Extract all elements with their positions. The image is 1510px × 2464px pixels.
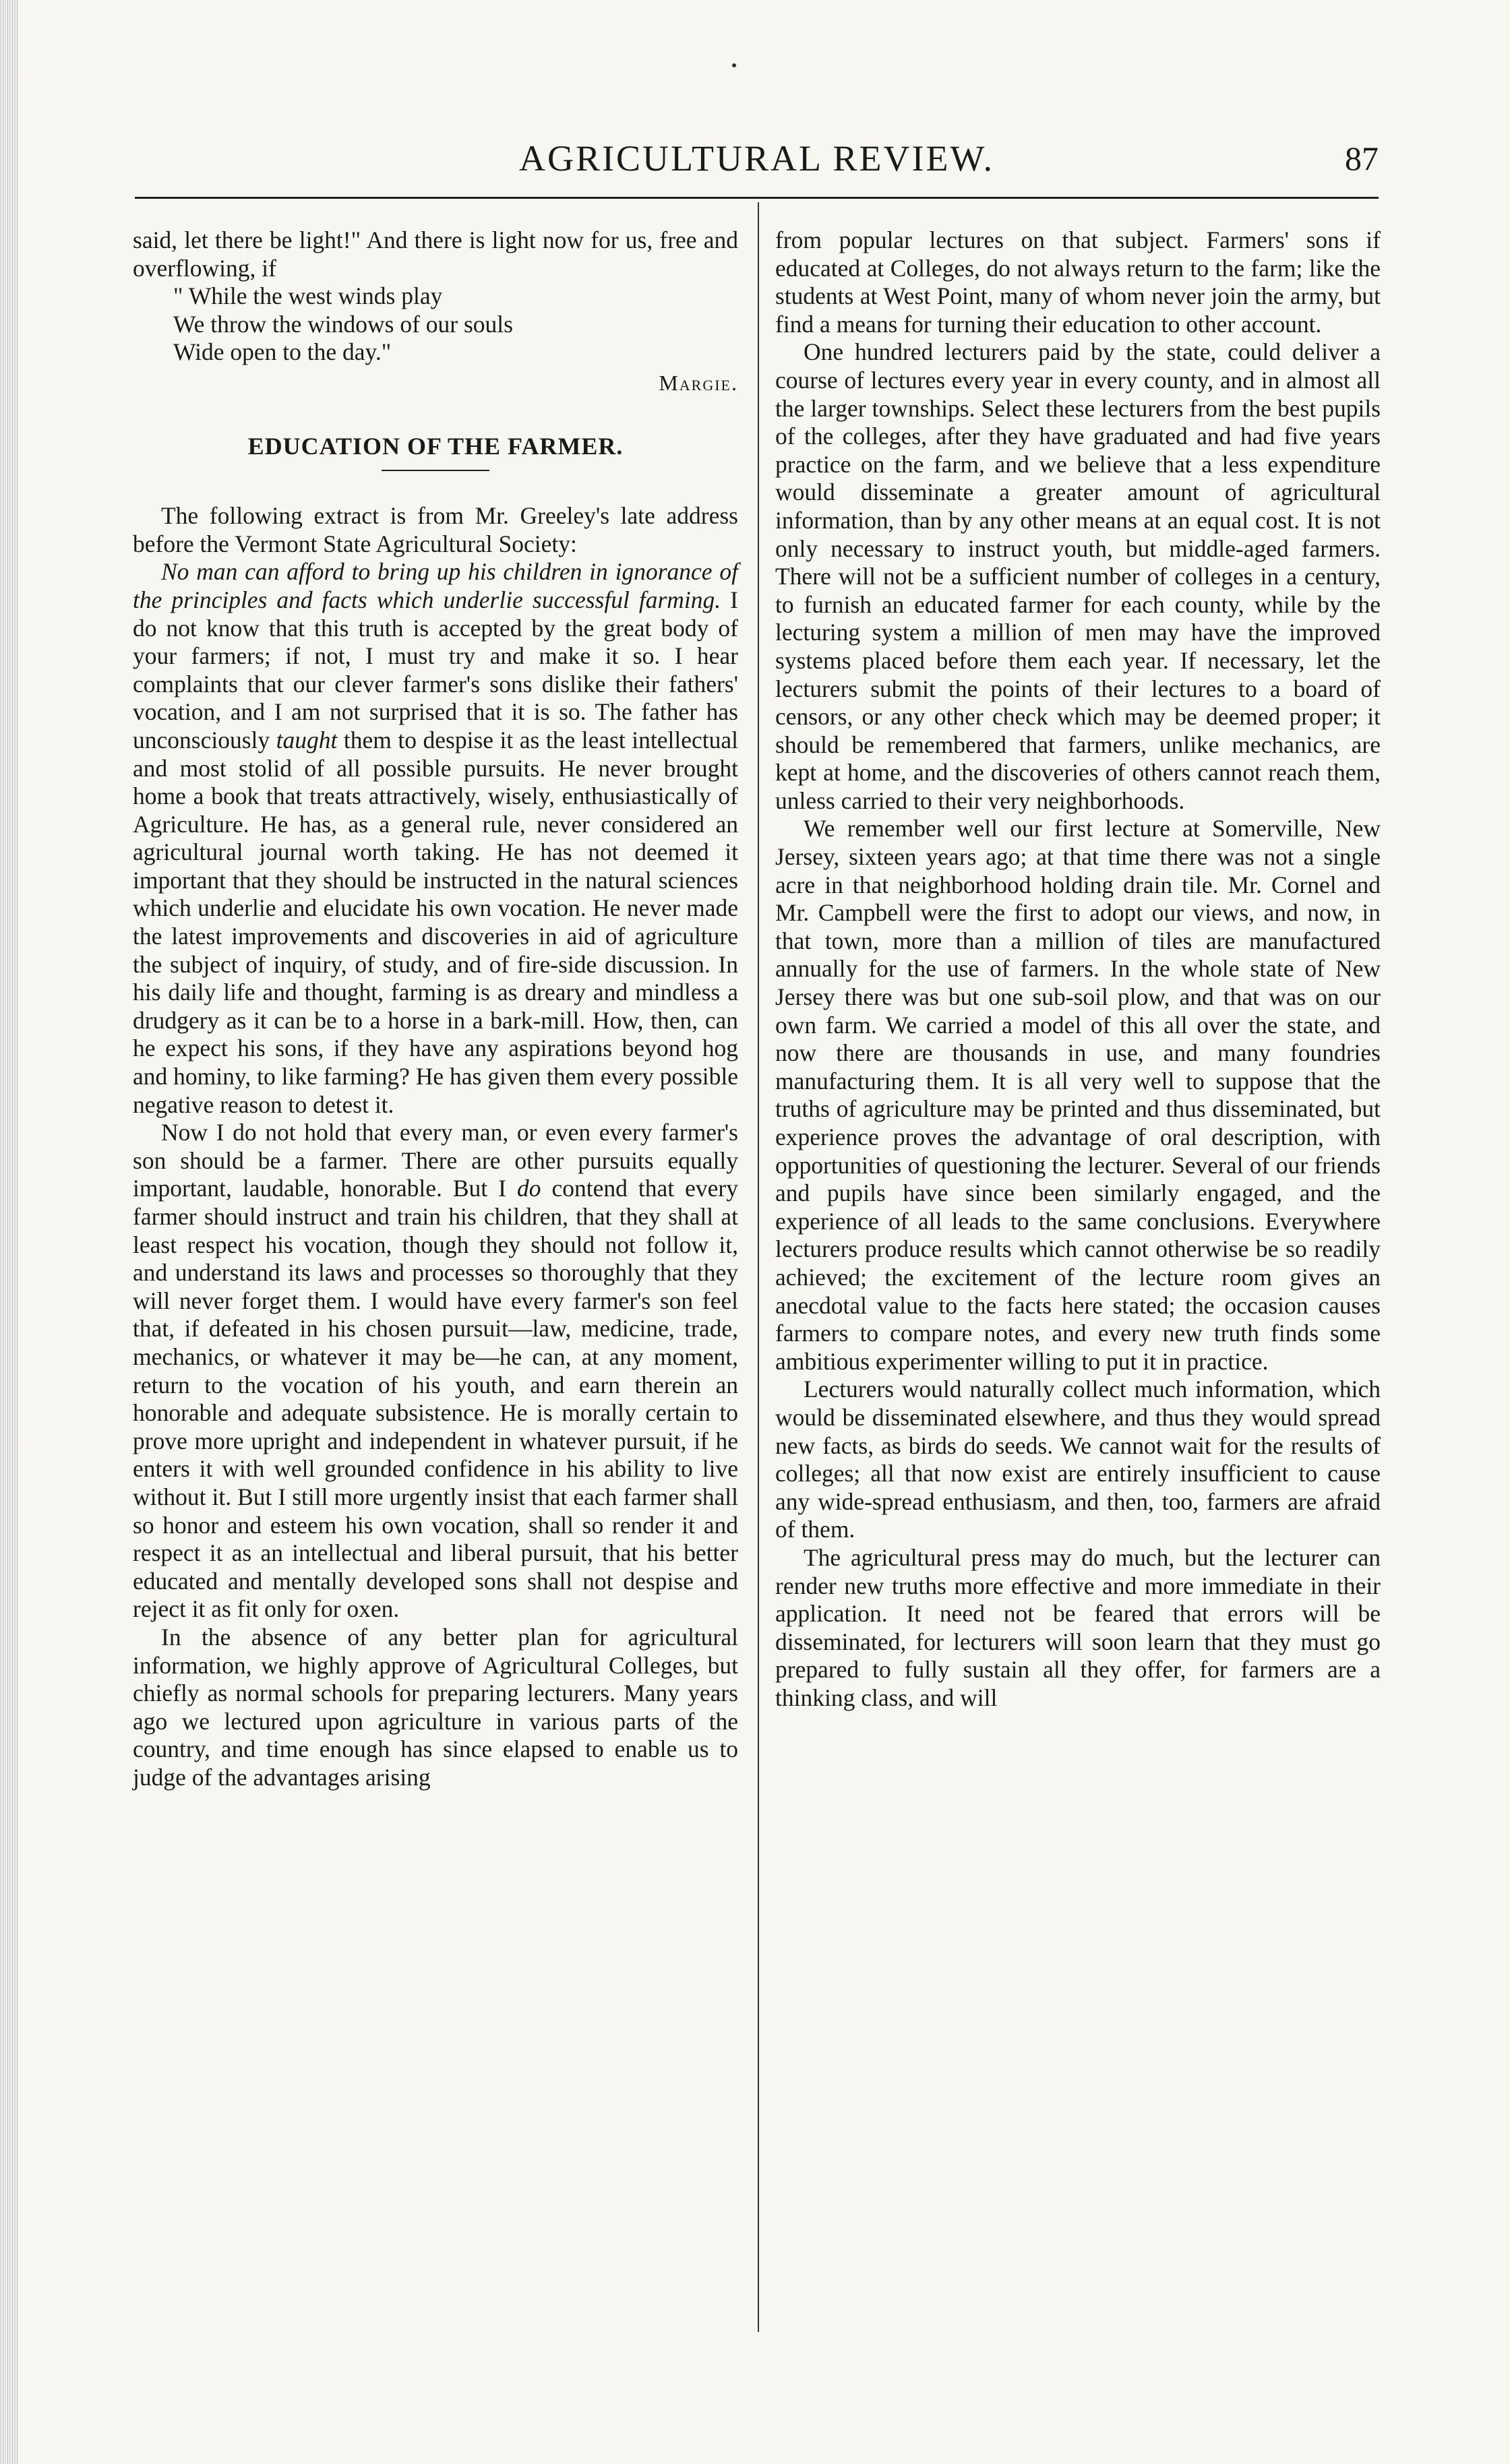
verse-line: We throw the windows of our souls	[173, 310, 513, 338]
verse-block	[173, 282, 738, 367]
poem-lead-paragraph: said, let there be light!" And there is light now for us, free and overflowing, if	[133, 226, 738, 282]
body-paragraph: We remember well our first lecture at Somerville, New Jersey, sixteen years ago; at that time there was not a single acre in that neighborhood holding drain tile. Mr. Cornel and Mr. Campbell were the first to adopt our views, and now, in that town, more than a million of tiles are manufactured annually for the use of farmers. In the whole state of New Jersey there was but one sub-soil plow, and that was on our own farm. We carried a model of this all over the state, and now there are thousands in use, and many foundries manufacturing them. It is all very well to suppose that the truths of agriculture may be printed and thus disseminated, but experience proves the advantage of oral description, with opportunities of questioning the lecturer. Several of our friends and pupils have since been similarly engaged, and the experience of all leads to the same conclusions. Everywhere lecturers produce results which cannot otherwise be so readily achieved; the excitement of the lecture room gives an anecdotal value to the facts here stated; the occasion causes farmers to compare notes, and every new truth finds some ambitious experimenter willing to put it in practice.	[775, 815, 1381, 1375]
signature: Margie.	[659, 370, 738, 395]
paragraph-text: contend that every farmer should instruct and train his children, that they shall at least respect his vocation, though they should not follow it, and understand its laws and processes so thoroughly that they will never forget them. I would have every farmer's son feel that, if defeated in his chosen pursuit—law, medicine, trade, mechanics, or whatever it may be—he can, at any moment, return to the vocation of his youth, and earn therein an honorable and adequate subsistence. He is morally certain to prove more upright and independent in whatever pursuit, if he enters it with well grounded confidence in his ability to live without it. But I still more urgently insist that each farmer shall so honor and esteem his own vocation, shall so render it and respect it as an intellectual and liberal pursuit, that his better educated and mentally developed sons shall not despise and reject it as fit only for oxen.	[133, 1175, 738, 1623]
left-column	[133, 226, 738, 1791]
paragraph-text: I do not know that this truth is accepted by the great body of your farmers; if not, I must try and make it so. I hear complaints that our clever farmer's sons dislike their fathers' vocation, and I am not surprised that it is so. The father has unconsciously	[133, 586, 738, 753]
body-paragraph: In the absence of any better plan for agricultural information, we highly approve of Agricultural Colleges, but chiefly as normal schools for preparing lecturers. Many years ago we lectured upon agriculture in various parts of the country, and time enough has since elapsed to enable us to judge of the advantages arising	[133, 1623, 738, 1791]
paragraph-text: them to despise it as the least intellectual and most stolid of all possible pursuits. He never brought home a book that treats attractively, wisely, enthusiastically of Agriculture. He has, as a general rule, never considered an agricultural journal worth taking. He has not deemed it important that they should be instructed in the natural sciences which underlie and elucidate his own vocation. He never made the latest improvements and discoveries in aid of agriculture the subject of inquiry, of study, and of fire-side discussion. In his daily life and thought, farming is as dreary and mindless a drudgery as it can be to a horse in a bark-mill. How, then, can he expect his sons, if they have any aspirations beyond hog and hominy, to like farming? He has given them every possible negative reason to detest it.	[133, 726, 739, 1118]
intro-paragraph: The following extract is from Mr. Greeley's late address before the Vermont State Agricultural Society:	[133, 502, 738, 557]
print-speck	[732, 63, 736, 67]
body-paragraph: Lecturers would naturally collect much information, which would be disseminated elsewhere, and thus they would spread new facts, as birds do seeds. We cannot wait for the results of colleges; all that now exist are entirely insufficient to cause any wide-spread enthusiasm, and then, too, farmers are afraid of them.	[775, 1376, 1381, 1543]
book-binding-edge	[0, 0, 18, 2464]
section-rule	[382, 470, 489, 471]
page-number: 87	[1345, 140, 1379, 177]
body-paragraph: The agricultural press may do much, but the lecturer can render new truths more effective and more immediate in their application. It need not be feared that errors will be disseminated, for lecturers will soon learn that they must go prepared to fully sustain all they offer, for farmers are a thinking class, and will	[775, 1543, 1381, 1711]
body-paragraph: One hundred lecturers paid by the state, could deliver a course of lectures every year in every county, and in almost all the larger townships. Select these lecturers from the best pupils of the colleges, after they have graduated and had five years practice on the farm, and we believe that a less expenditure would disseminate a greater amount of agricultural information, than by any other means at an equal cost. It is not only necessary to instruct youth, but middle-aged farmers. There will not be a sufficient number of colleges in a century, to furnish an educated farmer for each county, while by the lecturing system a million of men may have the improved systems placed before them each year. If necessary, let the lecturers submit the points of their lectures to a board of censors, or any other check which may be deemed proper; it should be remembered that farmers, unlike mechanics, are kept at home, and the discoveries of others cannot reach them, unless carried to their very neighborhoods.	[775, 338, 1381, 814]
quote-paragraph	[133, 558, 738, 1119]
right-column	[775, 226, 1381, 1712]
header-rule	[135, 197, 1379, 199]
body-paragraph	[133, 1119, 738, 1624]
paragraph-text: Now I do not hold that every man, or even every farmer's son should be a farmer. There are other pursuits equally important, laudable, honorable. But I	[133, 1119, 738, 1202]
italic-word: taught	[276, 726, 338, 753]
verse-line: " While the west winds play	[173, 282, 443, 310]
italic-lead: No man can afford to bring up his children in ignorance of the principles and facts which underlie successful farming.	[133, 558, 738, 613]
page-header	[135, 135, 1379, 182]
body-paragraph: from popular lectures on that subject. Farmers' sons if educated at Colleges, do not always return to the farm; like the students at West Point, many of whom never join the army, but find a means for turning their education to other account.	[775, 226, 1381, 338]
column-divider	[758, 202, 759, 2332]
italic-word: do	[517, 1175, 541, 1202]
verse-line: Wide open to the day."	[173, 338, 392, 366]
section-heading: EDUCATION OF THE FARMER.	[247, 432, 624, 460]
running-title: AGRICULTURAL REVIEW.	[519, 138, 994, 179]
